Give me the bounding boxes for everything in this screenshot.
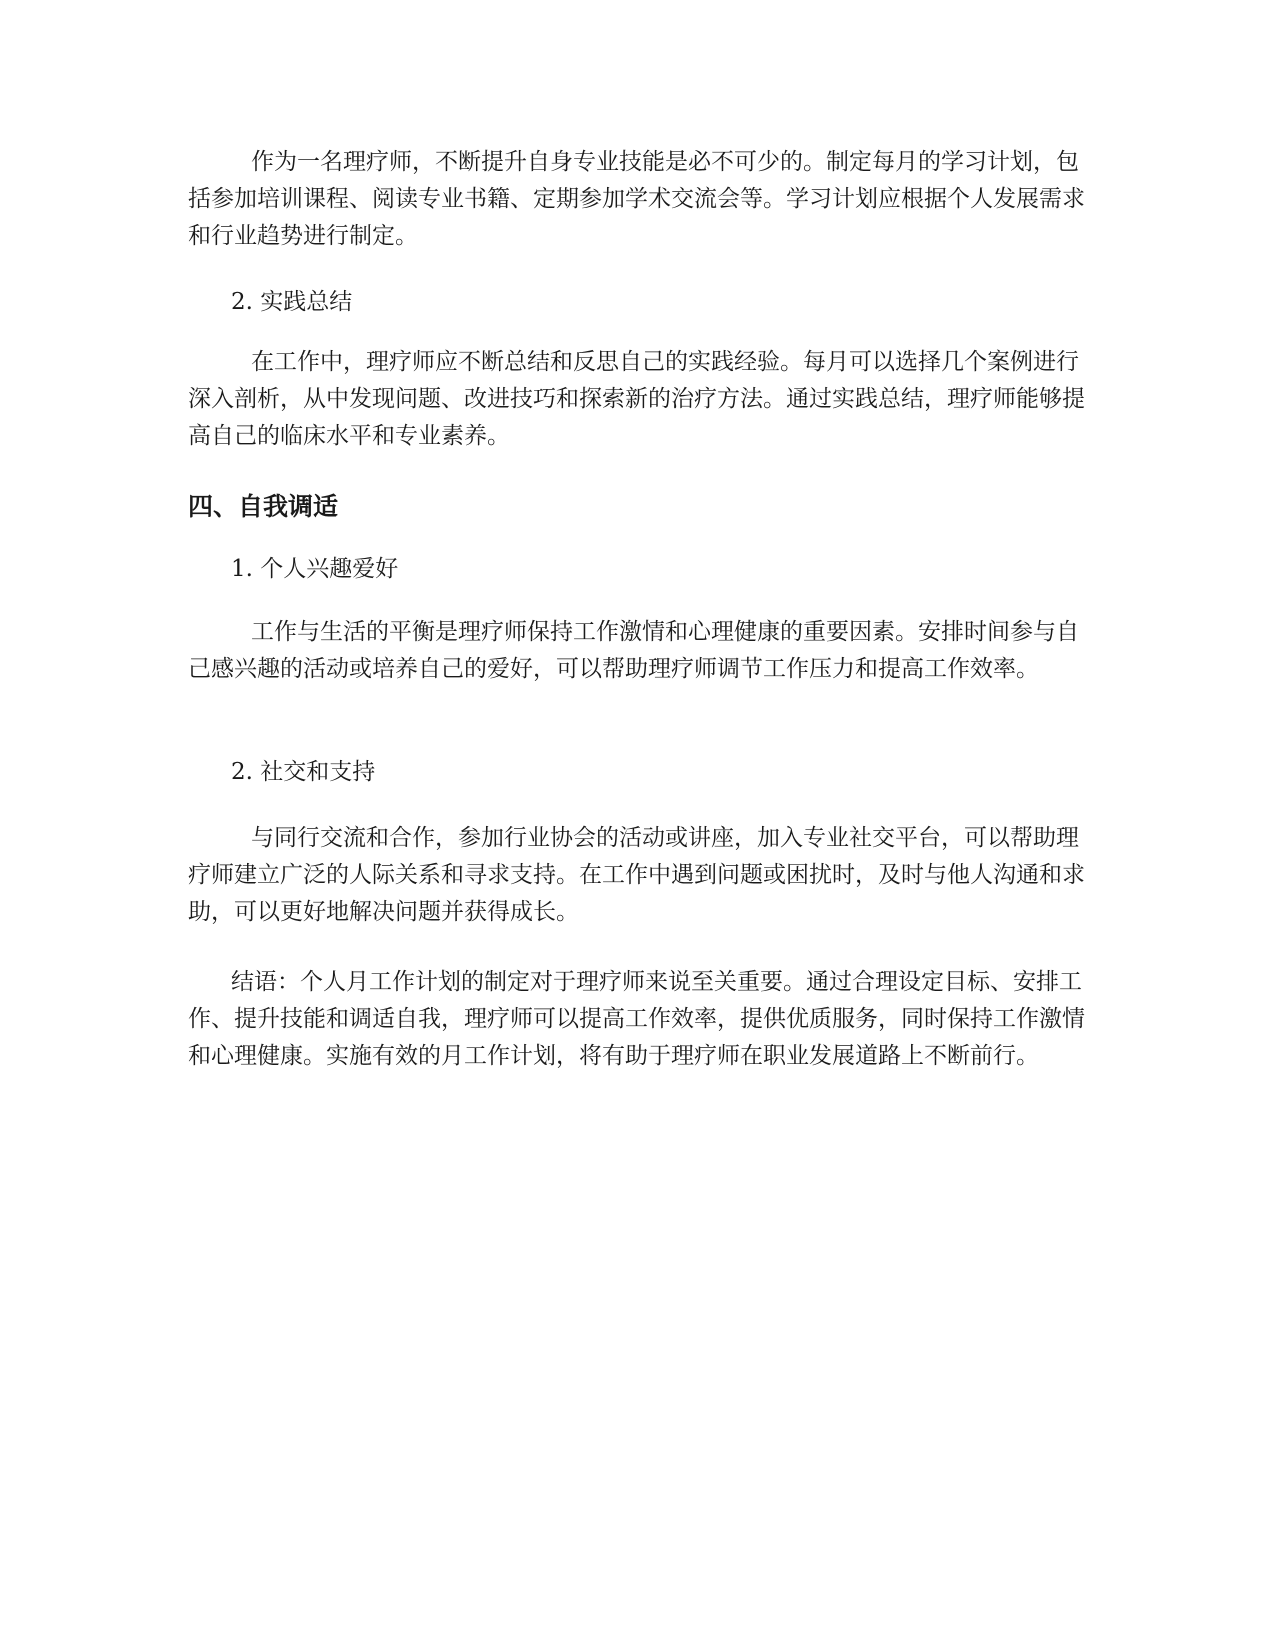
- subheading-practice-summary: 2. 实践总结: [231, 289, 353, 315]
- paragraph-personal-hobbies: 工作与生活的平衡是理疗师保持工作激情和心理健康的重要因素。安排时间参与自己感兴趣的活动或培养自己的爱好，可以帮助理疗师调节工作压力和提高工作效率。: [188, 619, 1079, 682]
- paragraph-learning-plan: 作为一名理疗师，不断提升自身专业技能是必不可少的。制定每月的学习计划，包括参加培训课程、阅读专业书籍、定期参加学术交流会等。学习计划应根据个人发展需求和行业趋势进行制定。: [188, 149, 1085, 249]
- paragraph-social-support: 与同行交流和合作，参加行业协会的活动或讲座，加入专业社交平台，可以帮助理疗师建立广泛的人际关系和寻求支持。在工作中遇到问题或困扰时，及时与他人沟通和求助，可以更好地解决问题并获得成长。: [188, 825, 1085, 925]
- subheading-social-support: 2. 社交和支持: [231, 759, 376, 785]
- subheading-personal-hobbies: 1. 个人兴趣爱好: [231, 556, 399, 582]
- paragraph-practice-summary: 在工作中，理疗师应不断总结和反思自己的实践经验。每月可以选择几个案例进行深入剖析，从中发现问题、改进技巧和探索新的治疗方法。通过实践总结，理疗师能够提高自己的临床水平和专业素养。: [188, 349, 1085, 449]
- section-heading-self-adjustment: 四、自我调适: [188, 492, 339, 521]
- paragraph-conclusion: 结语：个人月工作计划的制定对于理疗师来说至关重要。通过合理设定目标、安排工作、提升技能和调适自我，理疗师可以提高工作效率，提供优质服务，同时保持工作激情和心理健康。实施有效的月工作计划，将有助于理疗师在职业发展道路上不断前行。: [188, 969, 1085, 1069]
